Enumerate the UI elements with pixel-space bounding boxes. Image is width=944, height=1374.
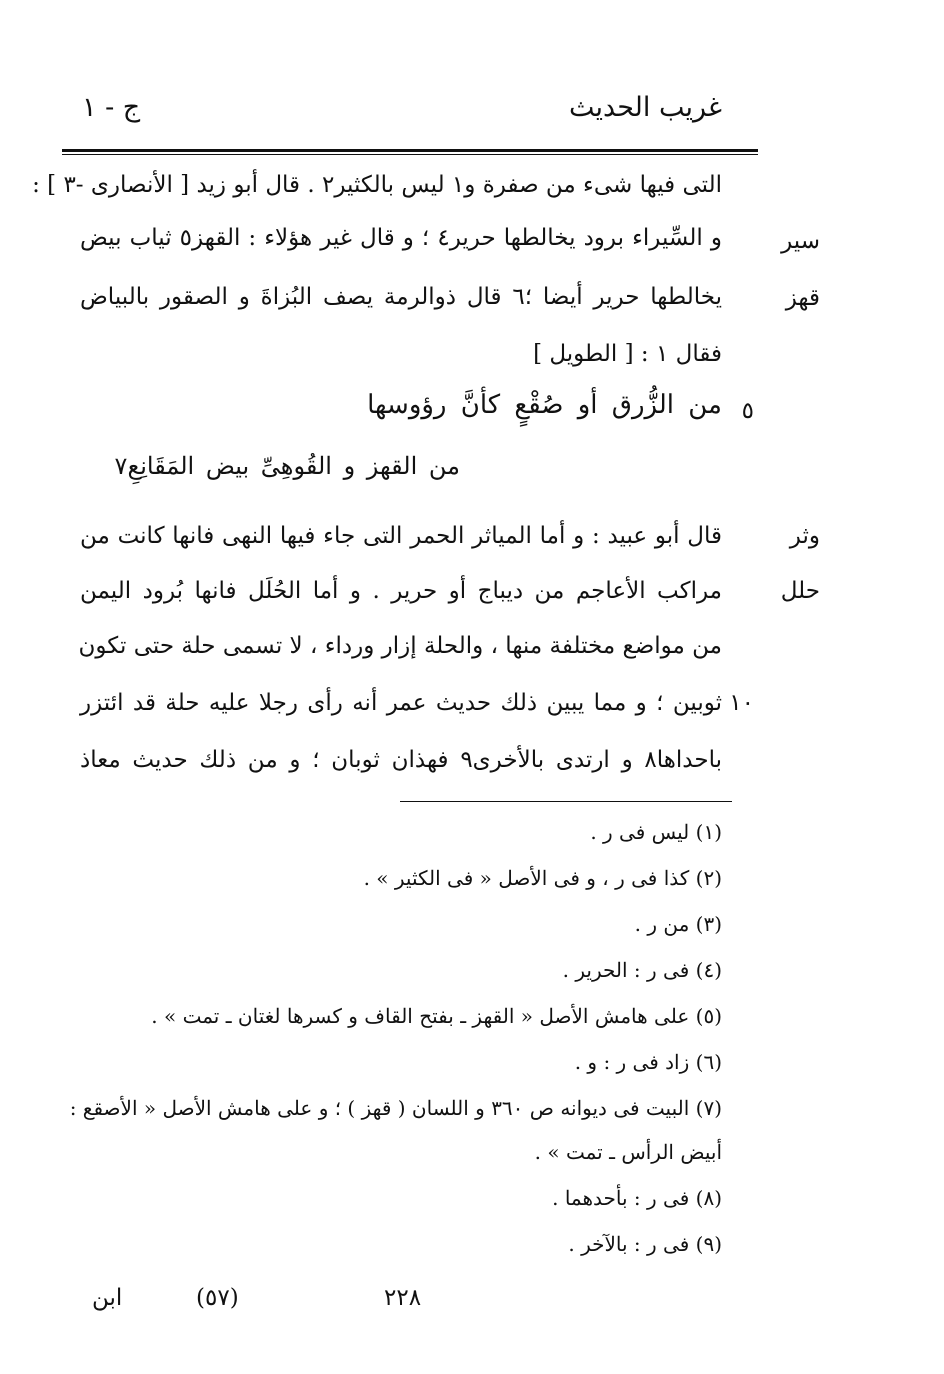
footnote-5: (٥) على هامش الأصل « القهز ـ بفتح القاف و كسرها لغتان ـ تمت » . xyxy=(151,1004,722,1028)
header-rule-thin xyxy=(62,154,758,155)
page-number: ٢٢٨ xyxy=(384,1285,422,1311)
margin-note-sir: سير xyxy=(781,228,820,254)
footnote-7: (٧) البيت فى ديوانه ص ٣٦٠ و اللسان ( قهز ) ؛ و على هامش الأصل « الأصقع : xyxy=(69,1096,722,1120)
body-line-5: قال أبو عبيد : و أما المياثر الحمر التى جاء فيها النهى فانها كانت من xyxy=(80,523,722,549)
body-line-1: التى فيها شىء من صفرة و١ ليس بالكثير٢ . قال أبو زيد [ الأنصارى -٣ ] : xyxy=(32,172,722,198)
running-title: غريب الحديث xyxy=(569,92,722,123)
footnote-7-continued: أبيض الرأس ـ تمت » . xyxy=(534,1140,722,1164)
footnote-2: (٢) كذا فى ر ، و فى الأصل « فى الكثير » . xyxy=(363,866,722,890)
volume-number: ج - ١ xyxy=(82,92,141,123)
body-line-7: من مواضع مختلفة منها ، والحلة إزار ورداء ، لا تسمى حلة حتى تكون xyxy=(78,633,722,659)
footnote-3: (٣) من ر . xyxy=(634,912,722,936)
verse-hemistich-2: من القهز و القُوهِىِّ بيض المَقَانِعِ٧ xyxy=(114,452,460,480)
margin-note-hulal: حلل xyxy=(780,578,820,604)
footnote-9: (٩) فى ر : بالآخر . xyxy=(568,1232,722,1256)
verse-hemistich-1: من الزُّرق أو صُقْعٍ كأنَّ رؤوسها xyxy=(367,390,722,420)
footnote-8: (٨) فى ر : بأحدهما . xyxy=(552,1186,722,1210)
catchword: ابن xyxy=(92,1285,123,1311)
body-line-8: ثوبين ؛ و مما يبين ذلك حديث عمر أنه رأى رجلا عليه حلة قد ائتزر xyxy=(80,690,722,716)
margin-note-wathr: وثر xyxy=(789,523,820,549)
body-line-4: فقال ١ : [ الطويل ] xyxy=(533,341,722,367)
body-line-9: باحداها٨ و ارتدى بالأخرى٩ فهذان ثوبان ؛ و من ذلك حديث معاذ xyxy=(80,747,723,773)
sheet-number: (٥٧) xyxy=(196,1285,239,1311)
margin-note-qahz: قهز xyxy=(785,285,820,311)
footnote-1: (١) ليس فى ر . xyxy=(590,820,722,844)
line-number-5: ٥ xyxy=(741,398,754,424)
line-number-10: ١٠ xyxy=(729,690,754,716)
footnote-6: (٦) زاد فى ر : و . xyxy=(574,1050,722,1074)
body-line-6: مراكب الأعاجم من ديباج أو حرير . و أما الحُلَل فانها بُرود اليمن xyxy=(80,578,722,604)
footnote-4: (٤) فى ر : الحرير . xyxy=(562,958,722,982)
body-line-3: يخالطها حرير أيضا ؛٦ قال ذوالرمة يصف البُزاةَ و الصقور بالبياض xyxy=(80,284,722,310)
body-line-2: و السِّيراء برود يخالطها حرير٤ ؛ و قال غير هؤلاء : القهز٥ ثياب بيض xyxy=(80,225,723,251)
footnote-rule xyxy=(400,801,732,802)
header-rule xyxy=(62,149,758,152)
